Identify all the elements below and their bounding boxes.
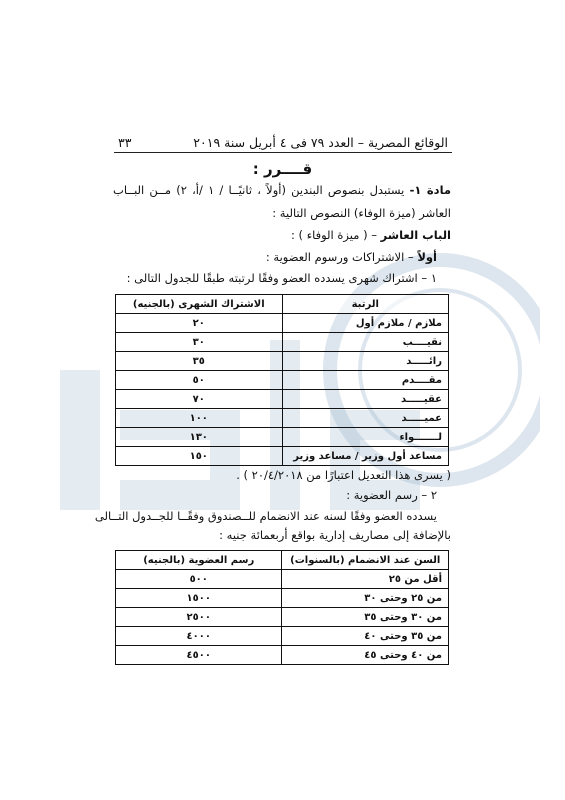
monthly-fee-cell: ١٥٠ — [116, 447, 283, 466]
table-row — [116, 314, 449, 333]
rank-cell: ملازم / ملازم أول — [282, 314, 448, 333]
table-row — [116, 447, 449, 466]
rank-cell: عقيـــــد — [282, 390, 448, 409]
page-number: ٣٣ — [118, 135, 132, 150]
membership-fee-cell: ٤٠٠٠ — [116, 627, 282, 646]
para2-line1: يسدده العضو وفقًا لسنه عند الانضمام للــصندوق وفقًــا للجــدول التــالى — [94, 509, 437, 523]
age-range-cell: من ٣٠ وحتى ٣٥ — [282, 608, 449, 627]
table-row — [116, 333, 449, 352]
monthly-fee-cell: ٧٠ — [116, 390, 283, 409]
table-row — [116, 646, 449, 665]
header-title: الوقائع المصرية – العدد ٧٩ فى ٤ أبريل سنة ٢٠١٩ — [193, 135, 448, 150]
table-row — [116, 371, 449, 390]
decree-title: قــــرر : — [252, 160, 313, 178]
table1-header-rank: الرتبة — [282, 295, 448, 314]
chapter-label: الباب العاشر — [380, 228, 451, 242]
age-range-cell: من ٢٥ وحتى ٣٠ — [282, 589, 449, 608]
table1-header-fee: الاشتراك الشهرى (بالجنيه) — [116, 295, 283, 314]
table-row — [116, 390, 449, 409]
article1-label: مادة ١- — [409, 183, 452, 197]
header-divider — [114, 152, 452, 153]
page-header — [118, 128, 448, 150]
section1-heading — [99, 248, 437, 266]
section1-label: أولاً — [417, 250, 437, 264]
item1-text: ١ – اشتراك شهرى يسدده العضو وفقًا لرتبته طبقًا للجدول التالى : — [126, 271, 437, 285]
table-row — [116, 589, 449, 608]
monthly-fee-cell: ٢٠ — [116, 314, 283, 333]
table2-header-fee: رسم العضوية (بالجنيه) — [116, 551, 282, 570]
rank-cell: مقــــدم — [282, 371, 448, 390]
table2-header-age: السن عند الانضمام (بالسنوات) — [282, 551, 449, 570]
table-row — [116, 570, 449, 589]
article1-text-line2: العاشر (ميزة الوفاء) النصوص التالية : — [272, 206, 451, 220]
membership-fee-cell: ٥٠٠ — [116, 570, 282, 589]
item2-text: ٢ – رسم العضوية : — [346, 488, 437, 502]
monthly-fee-cell: ٥٠ — [116, 371, 283, 390]
age-range-cell: من ٤٠ وحتى ٤٥ — [282, 646, 449, 665]
monthly-fee-cell: ٣٠ — [116, 333, 283, 352]
table-row — [116, 409, 449, 428]
membership-fee-cell: ٢٥٠٠ — [116, 608, 282, 627]
rank-cell: عميـــــد — [282, 409, 448, 428]
table-row — [116, 627, 449, 646]
membership-fee-table — [115, 550, 449, 665]
monthly-fee-table — [115, 294, 449, 466]
age-range-cell: أقل من ٢٥ — [282, 570, 449, 589]
age-range-cell: من ٣٥ وحتى ٤٠ — [282, 627, 449, 646]
rank-cell: رائـــــد — [282, 352, 448, 371]
table-row — [116, 352, 449, 371]
chapter-heading — [113, 226, 451, 244]
note1-text: ( يسرى هذا التعديل اعتبارًا من ٢٠/٤/٢٠١٨ ) . — [236, 468, 451, 482]
para2-line2: بالإضافة إلى مصاريف إدارية بواقع أربعمائة جنيه : — [219, 528, 451, 542]
chapter-title: – ( ميزة الوفاء ) : — [291, 228, 377, 242]
table-row — [116, 608, 449, 627]
membership-fee-cell: ٤٥٠٠ — [116, 646, 282, 665]
article1-line1 — [113, 181, 451, 199]
monthly-fee-cell: ٣٥ — [116, 352, 283, 371]
rank-cell: نقيــــب — [282, 333, 448, 352]
monthly-fee-cell: ١٠٠ — [116, 409, 283, 428]
rank-cell: لـــــــواء — [282, 428, 448, 447]
membership-fee-cell: ١٥٠٠ — [116, 589, 282, 608]
monthly-fee-cell: ١٣٠ — [116, 428, 283, 447]
rank-cell: مساعد أول وزير / مساعد وزير — [282, 447, 448, 466]
section1-title: – الاشتراكات ورسوم العضوية : — [265, 250, 414, 264]
table-row — [116, 428, 449, 447]
article1-text-line1: يستبدل بنصوص البندين (أولاً ، ثانيًــا / ١ /أ، ٢) مــن البــاب — [113, 183, 405, 197]
